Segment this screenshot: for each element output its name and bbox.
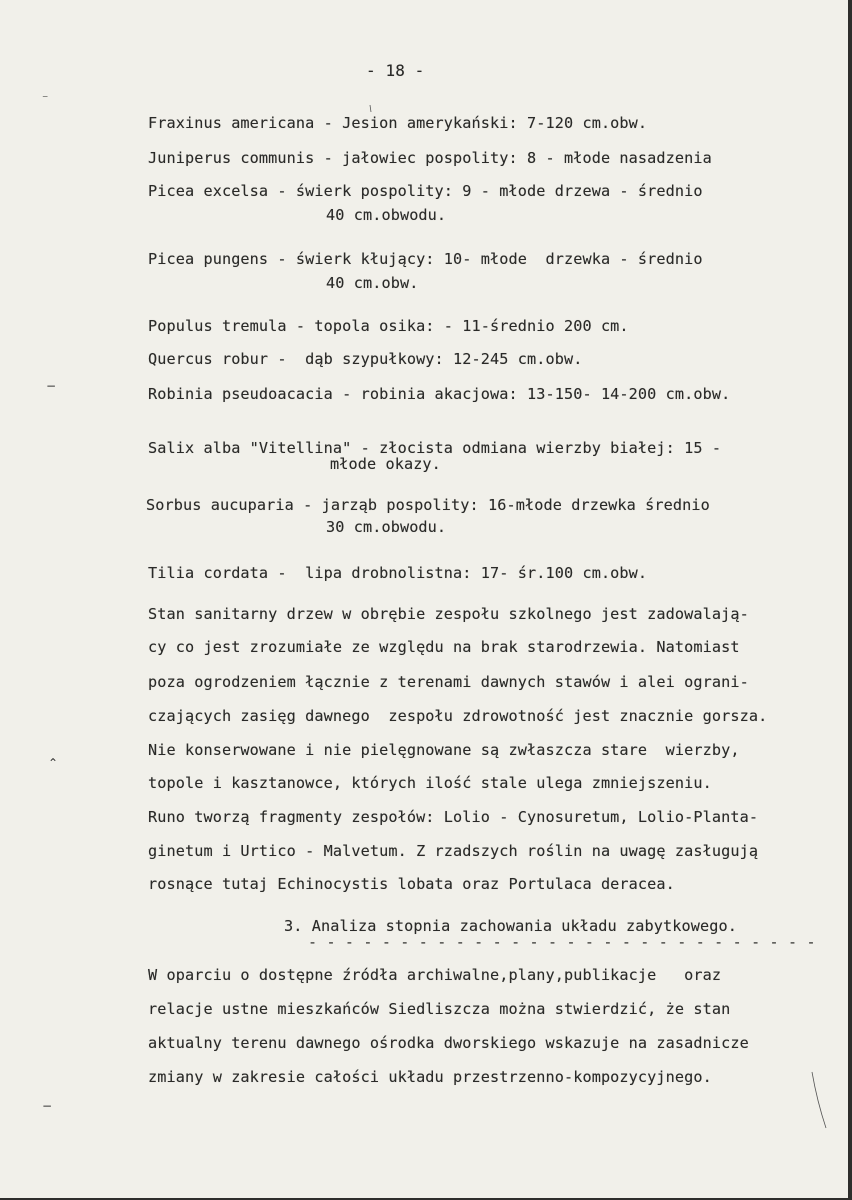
margin-mark: ⁻ bbox=[42, 91, 49, 105]
text-line: 40 cm.obwodu. bbox=[326, 206, 447, 224]
margin-mark: ⌃ bbox=[48, 756, 59, 770]
paragraph-line: zmiany w zakresie całości układu przestrzenno-kompozycyjnego. bbox=[148, 1068, 712, 1086]
paragraph-line: poza ogrodzeniem łącznie z terenami dawnych stawów i alei ograni- bbox=[148, 673, 749, 691]
text-line: Picea pungens - świerk kłujący: 10- młode drzewka - średnio bbox=[148, 250, 703, 268]
text-line: Tilia cordata - lipa drobnolistna: 17- śr.100 cm.obw. bbox=[148, 564, 648, 582]
section-heading: 3. Analiza stopnia zachowania układu zabytkowego. bbox=[284, 917, 737, 935]
margin-mark: − bbox=[42, 1099, 53, 1113]
text-line: Picea excelsa - świerk pospolity: 9 - młode drzewa - średnio bbox=[148, 182, 703, 200]
paragraph-line: topole i kasztanowce, których ilość stale ulega zmniejszeniu. bbox=[148, 774, 712, 792]
text-line: Robinia pseudoacacia - robinia akacjowa: 13-150- 14-200 cm.obw. bbox=[148, 385, 731, 403]
paragraph-line: Stan sanitarny drzew w obrębie zespołu szkolnego jest zadowalają- bbox=[148, 605, 749, 623]
paragraph-line: cy co jest zrozumiałe ze względu na brak starodrzewia. Natomiast bbox=[148, 638, 740, 656]
text-line: Sorbus aucuparia - jarząb pospolity: 16-młode drzewka średnio bbox=[146, 496, 710, 514]
paragraph-line: W oparciu o dostępne źródła archiwalne,plany,publikacje oraz bbox=[148, 966, 722, 984]
text-line: Juniperus communis - jałowiec pospolity: 8 - młode nasadzenia bbox=[148, 149, 712, 167]
text-line: Quercus robur - dąb szypułkowy: 12-245 cm.obw. bbox=[148, 350, 583, 368]
margin-mark: − bbox=[46, 379, 57, 393]
text-line: Fraxinus americana - Jesion amerykański: 7-120 cm.obw. bbox=[148, 114, 648, 132]
text-line: Salix alba "Vitellina" - złocista odmiana wierzby białej: 15 - bbox=[148, 439, 722, 457]
heading-underline: - - - - - - - - - - - - - - - - - - - - - - - - - - - - bbox=[308, 933, 816, 951]
text-line: młode okazy. bbox=[330, 455, 441, 473]
paragraph-line: Runo tworzą fragmenty zespołów: Lolio - Cynosuretum, Lolio-Planta- bbox=[148, 808, 759, 826]
paragraph-line: ginetum i Urtico - Malvetum. Z rzadszych roślin na uwagę zasługują bbox=[148, 842, 759, 860]
paragraph-line: Nie konserwowane i nie pielęgnowane są zwłaszcza stare wierzby, bbox=[148, 741, 740, 759]
text-line: 30 cm.obwodu. bbox=[326, 518, 447, 536]
text-line: Populus tremula - topola osika: - 11-średnio 200 cm. bbox=[148, 317, 629, 335]
text-line: 40 cm.obw. bbox=[326, 274, 419, 292]
paragraph-line: aktualny terenu dawnego ośrodka dworskiego wskazuje na zasadnicze bbox=[148, 1034, 749, 1052]
paragraph-line: rosnące tutaj Echinocystis lobata oraz Portulaca deracea. bbox=[148, 875, 675, 893]
paragraph-line: relacje ustne mieszkańców Siedliszcza można stwierdzić, że stan bbox=[148, 1000, 731, 1018]
paragraph-line: czających zasięg dawnego zespołu zdrowotność jest znacznie gorsza. bbox=[148, 707, 768, 725]
page-number: - 18 - bbox=[366, 61, 425, 80]
